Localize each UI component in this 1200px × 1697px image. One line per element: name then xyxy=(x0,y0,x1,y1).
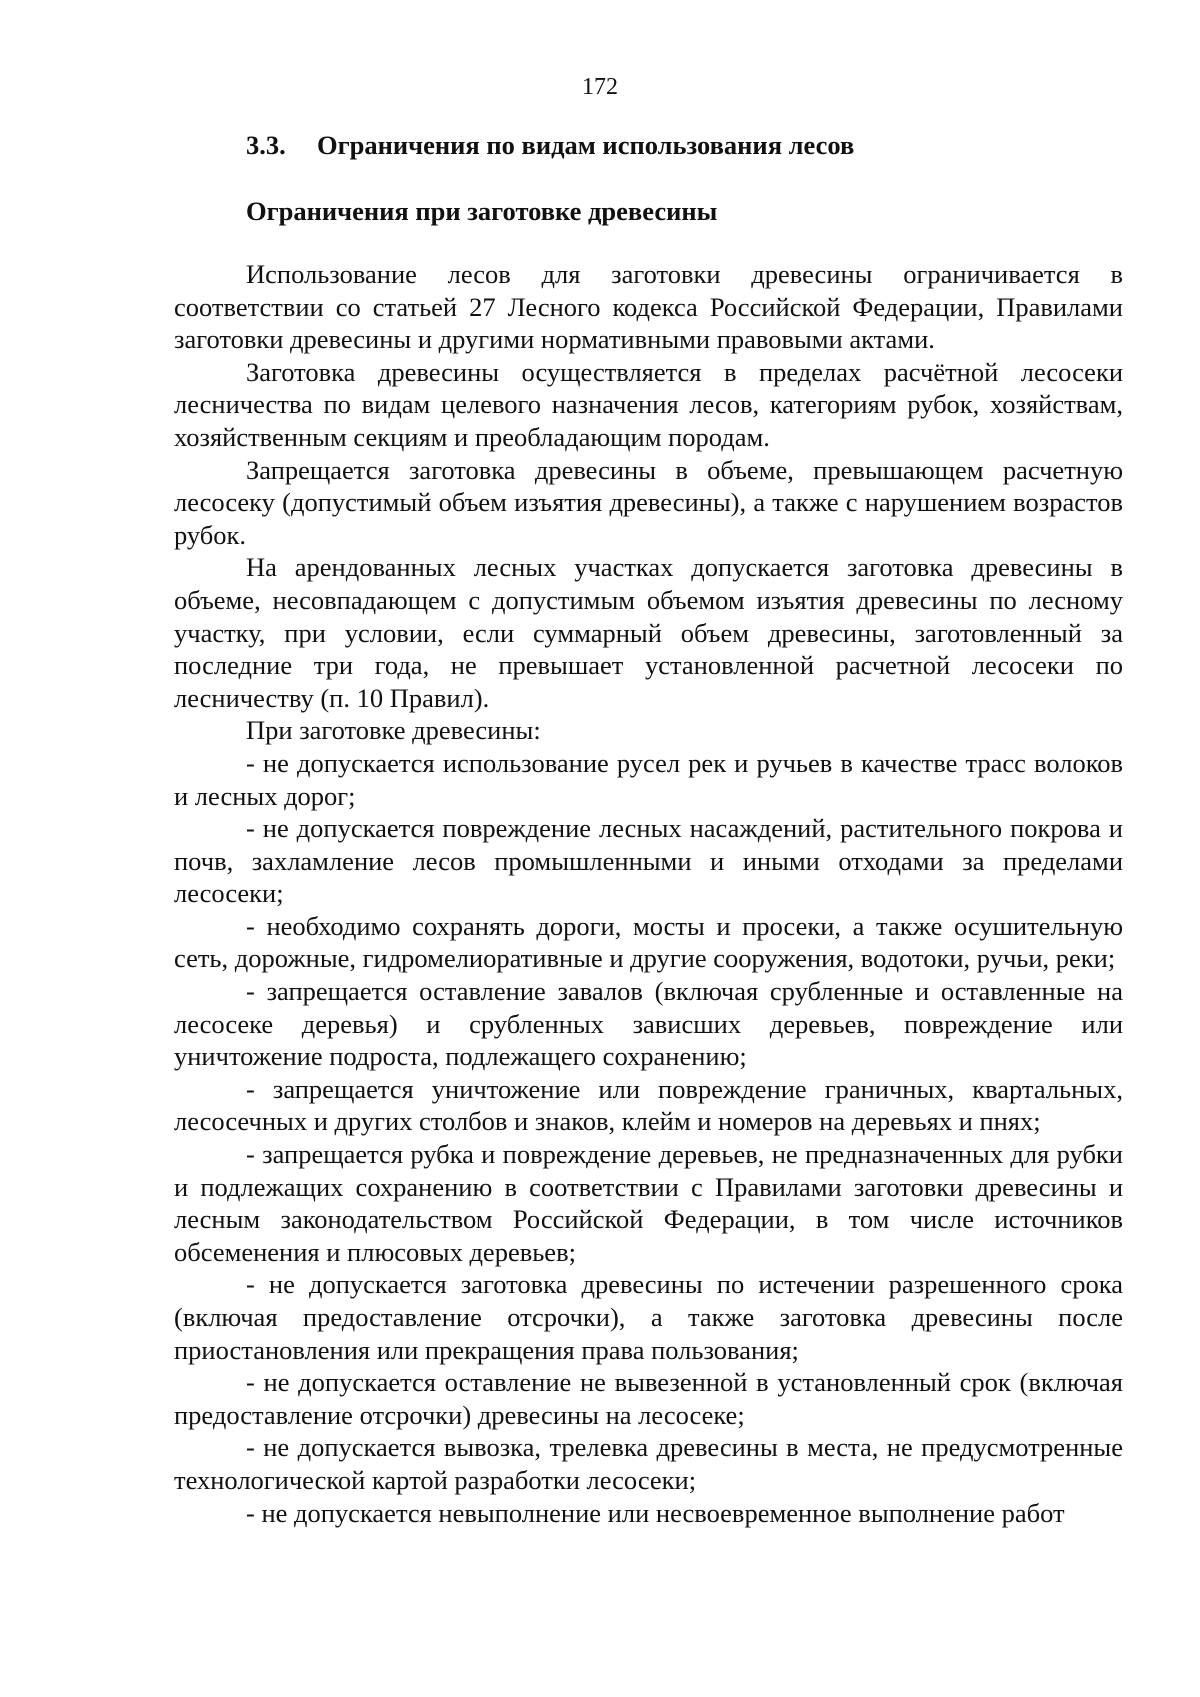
paragraph: При заготовке древесины: xyxy=(246,715,541,746)
list-item: - не допускается повреждение лесных насаждений, растительного покрова и почв, захламление лесов промышленными и иными отходами за пределами лесосеки; xyxy=(174,813,1123,909)
section-number: 3.3. xyxy=(246,130,286,160)
paragraph: Заготовка древесины осуществляется в пределах расчётной лесосеки лесничества по видам целевого назначения лесов, категориям рубок, хозяйствам, хозяйственным секциям и преобладающим породам. xyxy=(174,356,1123,452)
list-item: - не допускается невыполнение или несвоевременное выполнение работ xyxy=(246,1497,1065,1528)
list-item: - запрещается уничтожение или повреждение граничных, квартальных, лесосечных и других столбов и знаков, клейм и номеров на деревьях и пнях; xyxy=(174,1073,1123,1137)
section-heading xyxy=(246,128,854,162)
paragraph: Запрещается заготовка древесины в объеме, превышающем расчетную лесосеку (допустимый объем изъятия древесины), а также с нарушением возрастов рубок. xyxy=(174,454,1123,550)
list-item: - необходимо сохранять дороги, мосты и просеки, а также осушительную сеть, дорожные, гидромелиоративные и другие сооружения, водотоки, ручьи, реки; xyxy=(174,910,1123,974)
paragraph: На арендованных лесных участках допускается заготовка древесины в объеме, несовпадающем с допустимым объемом изъятия древесины по лесному участку, при условии, если суммарный объем древесины, заготовленный за последние три года, не превышает установленной расчетной лесосеки по лесничеству (п. 10 Правил). xyxy=(174,552,1123,713)
paragraph: Использование лесов для заготовки древесины ограничивается в соответствии со статьей 27 Лесного кодекса Российской Федерации, Правилами заготовки древесины и другими нормативными правовыми актами. xyxy=(174,259,1123,355)
list-item: - не допускается вывозка, трелевка древесины в места, не предусмотренные технологической картой разработки лесосеки; xyxy=(174,1432,1123,1495)
body-text xyxy=(174,258,1123,1529)
section-title: Ограничения по видам использования лесов xyxy=(317,130,855,160)
list-item: - запрещается рубка и повреждение деревьев, не предназначенных для рубки и подлежащих сохранению в соответствии с Правилами заготовки древесины и лесным законодательством Российской Федерации, в том числе источников обсеменения и плюсовых деревьев; xyxy=(174,1139,1123,1267)
subsection-heading: Ограничения при заготовке древесины xyxy=(246,196,718,226)
list-item: - не допускается оставление не вывезенной в установленный срок (включая предоставление отсрочки) древесины на лесосеке; xyxy=(174,1367,1123,1430)
list-item: - не допускается использование русел рек и ручьев в качестве трасс волоков и лесных дорог; xyxy=(174,747,1123,811)
list-item: - запрещается оставление завалов (включая срубленные и оставленные на лесосеке деревья) и срубленных зависших деревьев, повреждение или уничтожение подроста, подлежащего сохранению; xyxy=(174,976,1123,1072)
list-item: - не допускается заготовка древесины по истечении разрешенного срока (включая предоставление отсрочки), а также заготовка древесины после приостановления или прекращения права пользования; xyxy=(174,1269,1123,1365)
page-number: 172 xyxy=(582,74,618,100)
